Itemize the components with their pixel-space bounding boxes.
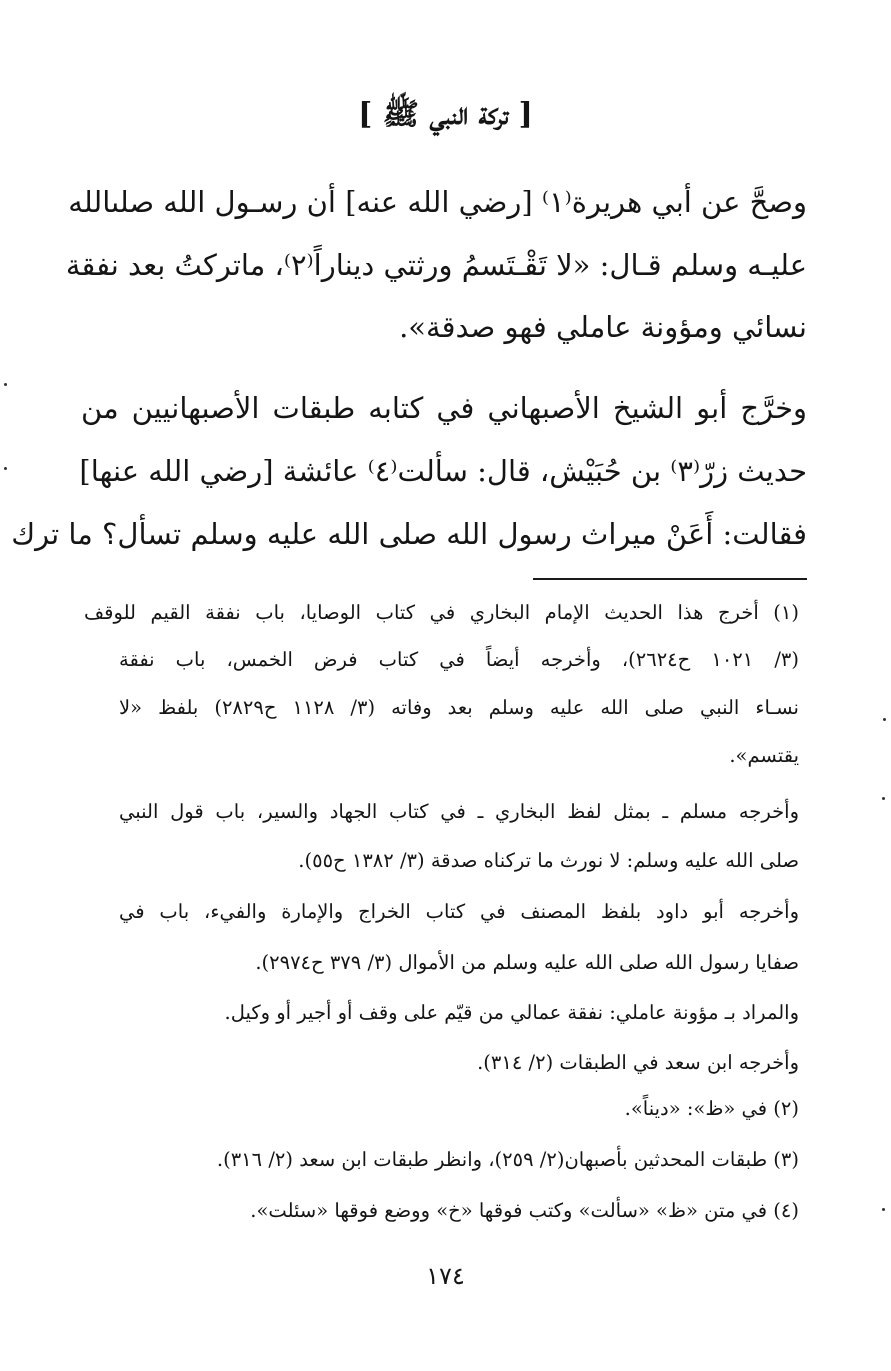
footnote-line: وأخرجه ابن سعد في الطبقات (٢/ ٣١٤). bbox=[477, 1051, 799, 1074]
footnote-line: (٣) طبقات المحدثين بأصبهان(٢/ ٢٥٩)، وانظر طبقات ابن سعد (٢/ ٣١٦). bbox=[216, 1148, 799, 1171]
footnote-line: والمراد بـ مؤونة عاملي: نفقة عمالي من قيّم على وقف أو أجير أو وكيل. bbox=[224, 1001, 799, 1024]
footnote-line: (٤) في متن «ظ» «سألت» وكتب فوقها «خ» ووضع فوقها «سئلت». bbox=[250, 1199, 799, 1222]
main-text-line: فقالت: أَعَنْ ميراث رسول الله صلى الله عليه وسلم تسأل؟ ما ترك bbox=[11, 517, 807, 551]
page-number: ١٧٤ bbox=[426, 1262, 465, 1290]
main-text-line: حديث زرّ⁽٣⁾ بن حُبَيْش، قال: سألت⁽٤⁾ عائشة [رضي الله عنها] bbox=[79, 454, 807, 488]
scan-speck bbox=[882, 1208, 885, 1211]
footnote-line: (١) أخرج هذا الحديث الإمام البخاري في كتاب الوصايا، باب نفقة القيم للوقف bbox=[84, 601, 799, 624]
footnote-line: (٣/ ١٠٢١ ح٢٦٢٤)، وأخرجه أيضاً في كتاب فرض الخمس، باب نفقة bbox=[119, 648, 799, 671]
footnote-line: صلى الله عليه وسلم: لا نورث ما تركناه صدقة (٣/ ١٣٨٢ ح٥٥). bbox=[298, 849, 799, 872]
main-text-line: عليـه وسلم قـال: «لا تَقْـتَسمُ ورثتي ديناراً⁽٢⁾، ماتركتُ بعد نفقة bbox=[65, 248, 807, 282]
page-title: [ تركة النبي ﷺ ] bbox=[358, 97, 533, 132]
scan-speck bbox=[882, 797, 885, 800]
footnote-line: وأخرجه مسلم ـ بمثل لفظ البخاري ـ في كتاب الجهاد والسير، باب قول النبي bbox=[119, 800, 799, 823]
scan-speck bbox=[4, 383, 7, 386]
scan-speck bbox=[883, 718, 886, 721]
main-text-line: وخرَّج أبو الشيخ الأصبهاني في كتابه طبقات الأصبهانيين من bbox=[81, 391, 807, 425]
footnote-line: وأخرجه أبو داود بلفظ المصنف في كتاب الخراج والإمارة والفيء، باب في bbox=[119, 900, 799, 923]
footnote-separator bbox=[533, 578, 807, 580]
main-text-line: نسائي ومؤونة عاملي فهو صدقة». bbox=[399, 310, 807, 344]
footnote-line: صفايا رسول الله صلى الله عليه وسلم من الأموال (٣/ ٣٧٩ ح٢٩٧٤). bbox=[255, 951, 799, 974]
main-text-line: وصحَّ عن أبي هريرة⁽١⁾ [رضي الله عنه] أن رسـول الله صلىالله bbox=[68, 185, 807, 219]
scan-speck bbox=[4, 467, 7, 470]
footnote-line: يقتسم». bbox=[729, 744, 799, 767]
footnote-line: (٢) في «ظ»: «ديناً». bbox=[624, 1097, 799, 1120]
footnote-line: نسـاء النبي صلى الله عليه وسلم بعد وفاته (٣/ ١١٢٨ ح٢٨٢٩) بلفظ «لا bbox=[119, 696, 799, 719]
